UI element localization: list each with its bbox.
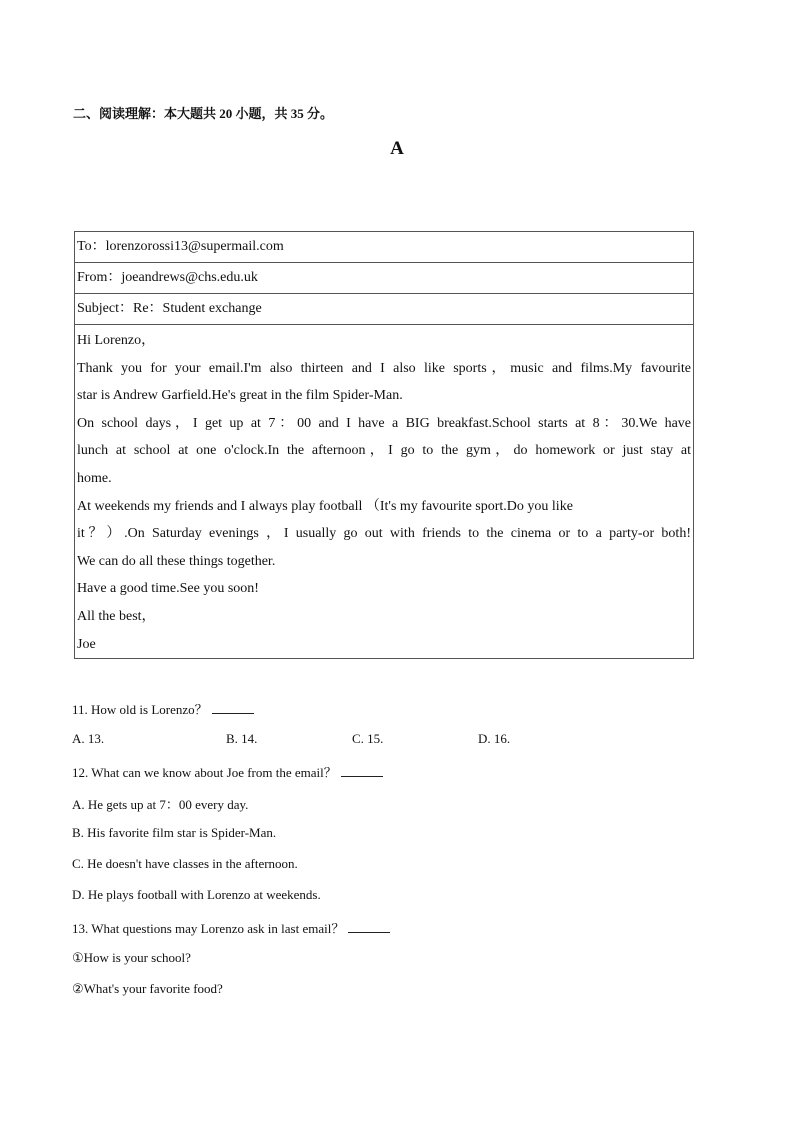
section-heading: 二、阅读理解：本大题共 20 小题，共 35 分。 — [73, 106, 334, 121]
option-c: C. 15. — [352, 731, 384, 746]
option-a: A. He gets up at 7：00 every day. — [72, 797, 249, 812]
answer-blank — [212, 703, 254, 714]
option-2: ②What's your favorite food? — [72, 981, 223, 996]
passage-title: A — [390, 138, 404, 159]
option-d: D. 16. — [478, 731, 511, 746]
email-body-line: home. — [77, 470, 112, 486]
email-body-line: Hi Lorenzo， — [77, 333, 156, 348]
email-body-line: Thank you for your email.I'm also thirteen and I also like sports，music and films.My favourite — [77, 360, 691, 376]
email-body-line: Have a good time.See you soon! — [77, 581, 259, 597]
email-body-line: All the best， — [77, 608, 156, 624]
question-13 — [72, 918, 390, 937]
email-body-line: At weekends my friends and I always play football （It's my favourite sport.Do you like — [77, 498, 573, 514]
email-body — [75, 325, 693, 658]
email-body-line: We can do all these things together. — [77, 553, 276, 569]
question-12 — [72, 762, 383, 781]
question-text: 12. What can we know about Joe from the email？ — [72, 765, 337, 780]
email-to-field: To：lorenzorossi13@supermail.com — [75, 232, 693, 263]
email-body-line: Joe — [77, 636, 96, 652]
email-subject-field: Subject：Re：Student exchange — [75, 294, 693, 325]
option-a: A. 13. — [72, 731, 105, 746]
option-1: ①How is your school? — [72, 950, 191, 965]
option-c: C. He doesn't have classes in the afternoon. — [72, 856, 298, 871]
answer-blank — [341, 766, 383, 777]
question-11 — [72, 699, 254, 718]
question-text: 11. How old is Lorenzo？ — [72, 702, 208, 717]
option-d: D. He plays football with Lorenzo at weekends. — [72, 887, 321, 902]
email-body-line: star is Andrew Garfield.He's great in the film Spider-Man. — [77, 388, 403, 404]
question-text: 13. What questions may Lorenzo ask in last email？ — [72, 921, 345, 936]
email-body-line: lunch at school at one o'clock.In the afternoon，I go to the gym，do homework or just stay at — [77, 443, 691, 459]
email-box — [74, 231, 694, 659]
email-from-field: From：joeandrews@chs.edu.uk — [75, 263, 693, 294]
email-body-line: On school days，I get up at 7：00 and I have a BIG breakfast.School starts at 8：30.We have — [77, 415, 691, 431]
option-b: B. 14. — [226, 731, 258, 746]
email-body-line: it？）.On Saturday evenings ，I usually go out with friends to the cinema or to a party-or both! — [77, 526, 691, 542]
option-b: B. His favorite film star is Spider-Man. — [72, 825, 277, 840]
answer-blank — [348, 922, 390, 933]
